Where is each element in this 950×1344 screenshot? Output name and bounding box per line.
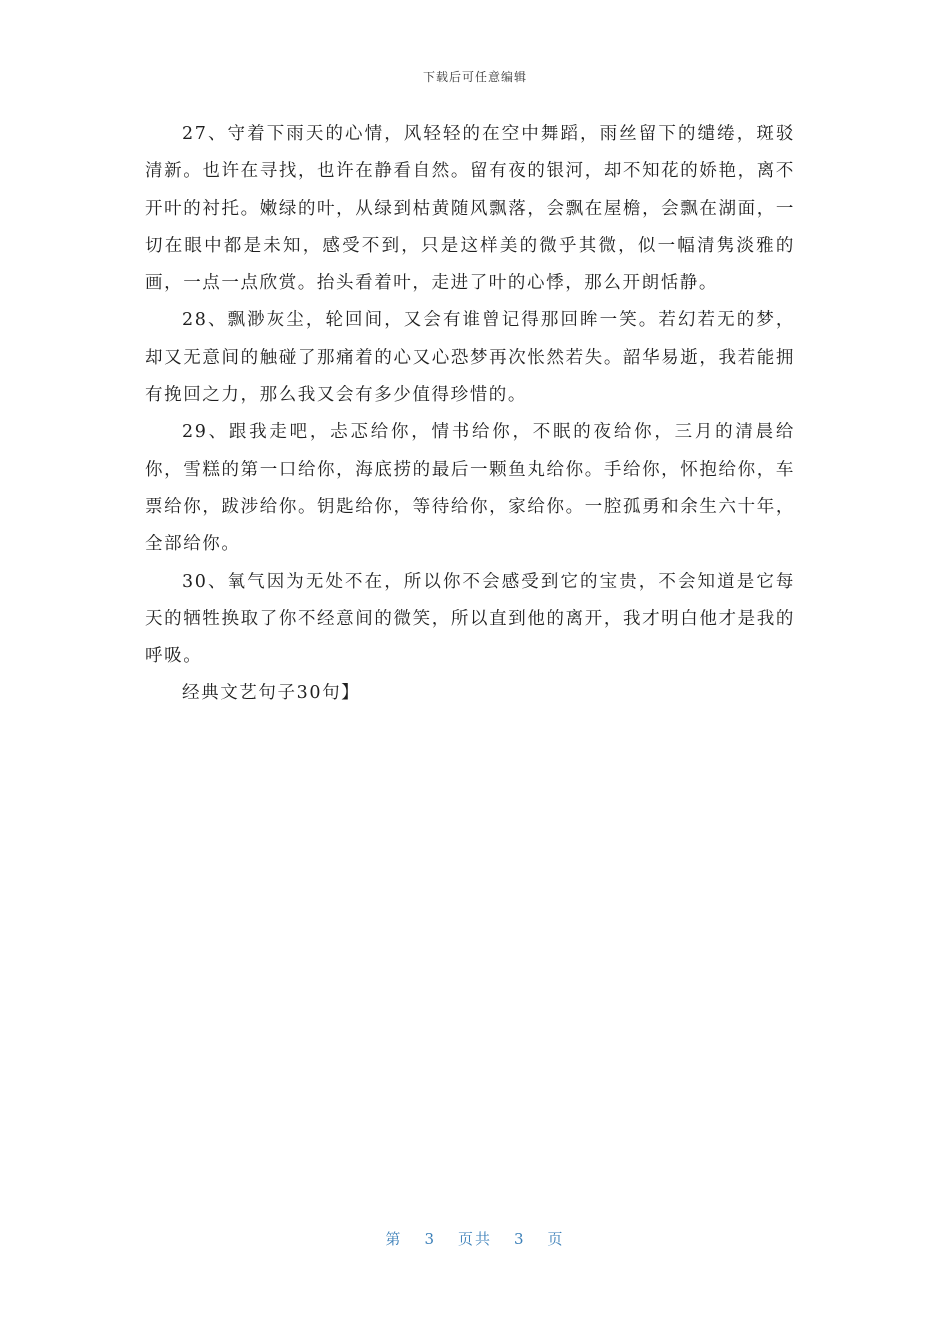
paragraph-29: 29、跟我走吧，忐忑给你，情书给你，不眠的夜给你，三月的清晨给你，雪糕的第一口给你，海底捞的最后一颗鱼丸给你。手给你，怀抱给你，车票给你，跋涉给你。钥匙给你，等待给你，家给你。一腔孤勇和余生六十年，全部给你。 (145, 422, 795, 555)
footer-page-number: 3 (424, 1230, 436, 1248)
footer-total-pages: 3 (514, 1230, 526, 1248)
footer-total-label: 页共 (457, 1230, 492, 1248)
document-body (145, 116, 795, 713)
closing-line: 经典文艺句子30句】 (182, 683, 361, 704)
page-footer (0, 1228, 950, 1249)
paragraph-30: 30、氧气因为无处不在，所以你不会感受到它的宝贵，不会知道是它每天的牺牲换取了你不经意间的微笑，所以直到他的离开，我才明白他才是我的呼吸。 (145, 571, 795, 667)
paragraph-27: 27、守着下雨天的心情，风轻轻的在空中舞蹈，雨丝留下的缱绻，斑驳清新。也许在寻找，也许在静看自然。留有夜的银河，却不知花的娇艳，离不开叶的衬托。嫩绿的叶，从绿到枯黄随风飘落，会飘在屋檐，会飘在湖面，一切在眼中都是未知，感受不到，只是这样美的微乎其微，似一幅清隽淡雅的画，一点一点欣赏。抬头看着叶，走进了叶的心悸，那么开朗恬静。 (145, 124, 795, 294)
header-note: 下载后可任意编辑 (422, 70, 527, 84)
footer-page-suffix: 页 (547, 1230, 565, 1248)
paragraph-28: 28、飘渺灰尘，轮回间，又会有谁曾记得那回眸一笑。若幻若无的梦，却又无意间的触碰了那痛着的心又心恐梦再次怅然若失。韶华易逝，我若能拥有挽回之力，那么我又会有多少值得珍惜的。 (145, 310, 795, 406)
footer-page-label: 第 (385, 1230, 403, 1248)
